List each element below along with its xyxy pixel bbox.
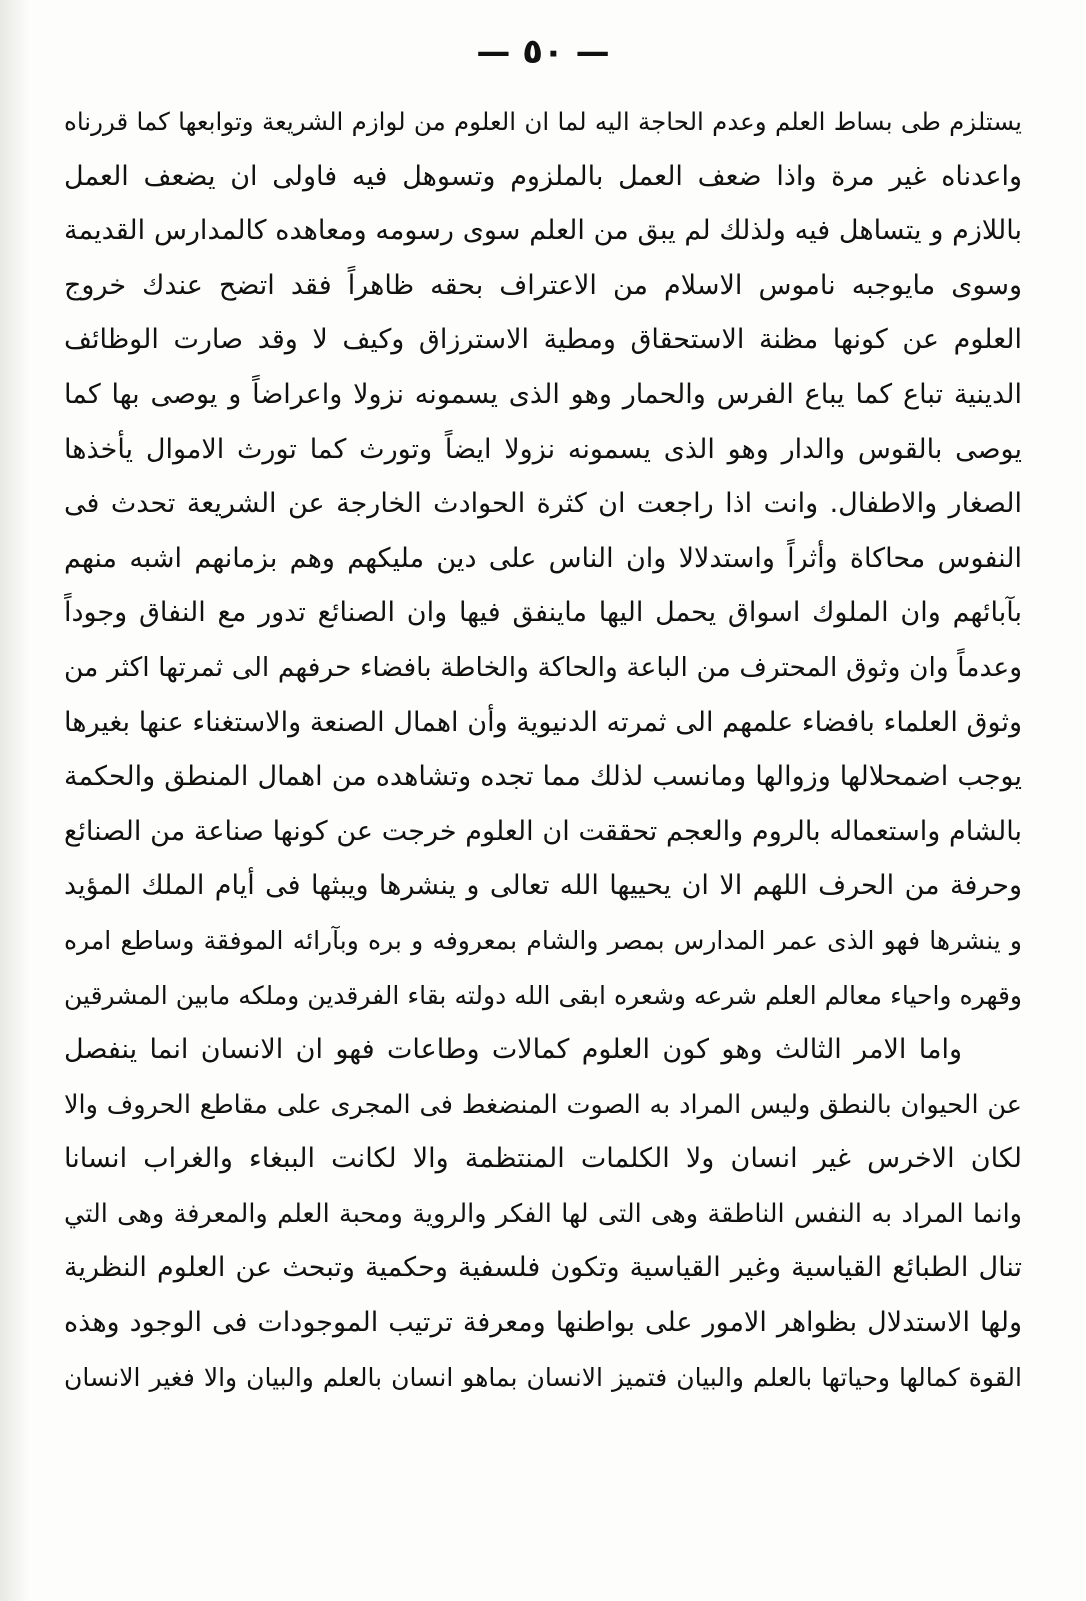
text-line: يوجب اضمحلالها وزوالها ومانسب لذلك مما تجده وتشاهده من اهمال المنطق والحكمة [64,761,1022,793]
text-line: القوة كمالها وحياتها بالعلم والبيان فتميز الانسان بماهو انسان بالعلم والبيان والا فغير الانسان [64,1362,1022,1392]
text-line: الدينية تباع كما يباع الفرس والحمار وهو الذى يسمونه نزولا واعراضاً و يوصى بها كما [64,378,1022,410]
text-line: و ينشرها فهو الذى عمر المدارس بمصر والشام بمعروفه و بره وبآرائه الموفقة وساطع امره [64,925,1022,955]
text-line: وثوق العلماء بافضاء علمهم الى ثمرته الدنيوية وأن اهمال الصنعة والاستغناء عنها بغيرها [64,706,1022,738]
body-text [64,95,1022,1405]
text-line: الصغار والاطفال. وانت اذا راجعت ان كثرة الحوادث الخارجة عن الشريعة تحدث فى [64,488,1022,520]
paragraph-start-line: واما الامر الثالث وهو كون العلوم كمالات وطاعات فهو ان الانسان انما ينفصل [64,1034,962,1066]
text-line: يوصى بالقوس والدار وهو الذى يسمونه نزولا ايضاً وتورث كما تورث الاموال يأخذها [64,433,1022,465]
text-line: وانما المراد به النفس الناطقة وهى التى لها الفكر والروية ومحبة العلم والمعرفة وهى التي [64,1198,1022,1229]
text-line: تنال الطبائع القياسية وغير القياسية وتكون فلسفية وحكمية وتبحث عن العلوم النظرية [64,1252,1022,1284]
text-line: وقهره واحياء معالم العلم شرعه وشعره ابقى الله دولته بقاء الفرقدين وملكه مابين المشرقين [64,980,1022,1010]
page-edge-shadow [0,0,30,1601]
text-line: العلوم عن كونها مظنة الاستحقاق ومطية الاسترزاق وكيف لا وقد صارت الوظائف [64,324,1022,356]
text-line: وحرفة من الحرف اللهم الا ان يحييها الله تعالى و ينشرها ويبثها فى أيام الملك المؤيد [64,870,1022,902]
text-line: بالشام واستعماله بالروم والعجم تحققت ان العلوم خرجت عن كونها صناعة من الصنائع [64,815,1022,847]
text-line: عن الحيوان بالنطق وليس المراد به الصوت المنضغط فى المجرى على مقاطع الحروف والا [64,1089,1022,1120]
text-line: لكان الاخرس غير انسان ولا الكلمات المنتظمة والا لكانت الببغاء والغراب انسانا [64,1143,1022,1175]
text-line: بآبائهم وان الملوك اسواق يحمل اليها ماينفق فيها وان الصنائع تدور مع النفاق وجوداً [64,597,1022,629]
text-line: ولها الاستدلال بظواهر الامور على بواطنها ومعرفة ترتيب الموجودات فى الوجود وهذه [64,1307,1022,1339]
page-number: — ٥٠ — [476,32,610,72]
text-line: يستلزم طى بساط العلم وعدم الحاجة اليه لما ان العلوم من لوازم الشريعة وتوابعها كما قررناه [64,107,1022,136]
text-line: وسوى مايوجبه ناموس الاسلام من الاعتراف بحقه ظاهراً فقد اتضح عندك خروج [64,269,1022,301]
text-line: واعدناه غير مرة واذا ضعف العمل بالملزوم وتسوهل فيه فاولى ان يضعف العمل [64,160,1022,192]
text-line: باللازم و يتساهل فيه ولذلك لم يبق من العلم سوى رسومه ومعاهده كالمدارس القديمة [64,215,1022,247]
text-line: النفوس محاكاة وأثراً واستدلالا وان الناس على دين مليكهم وهم بزمانهم اشبه منهم [64,542,1022,574]
text-line: وعدماً وان وثوق المحترف من الباعة والحاكة والخاطة بافضاء حرفهم الى ثمرتها اكثر من [64,651,1022,683]
